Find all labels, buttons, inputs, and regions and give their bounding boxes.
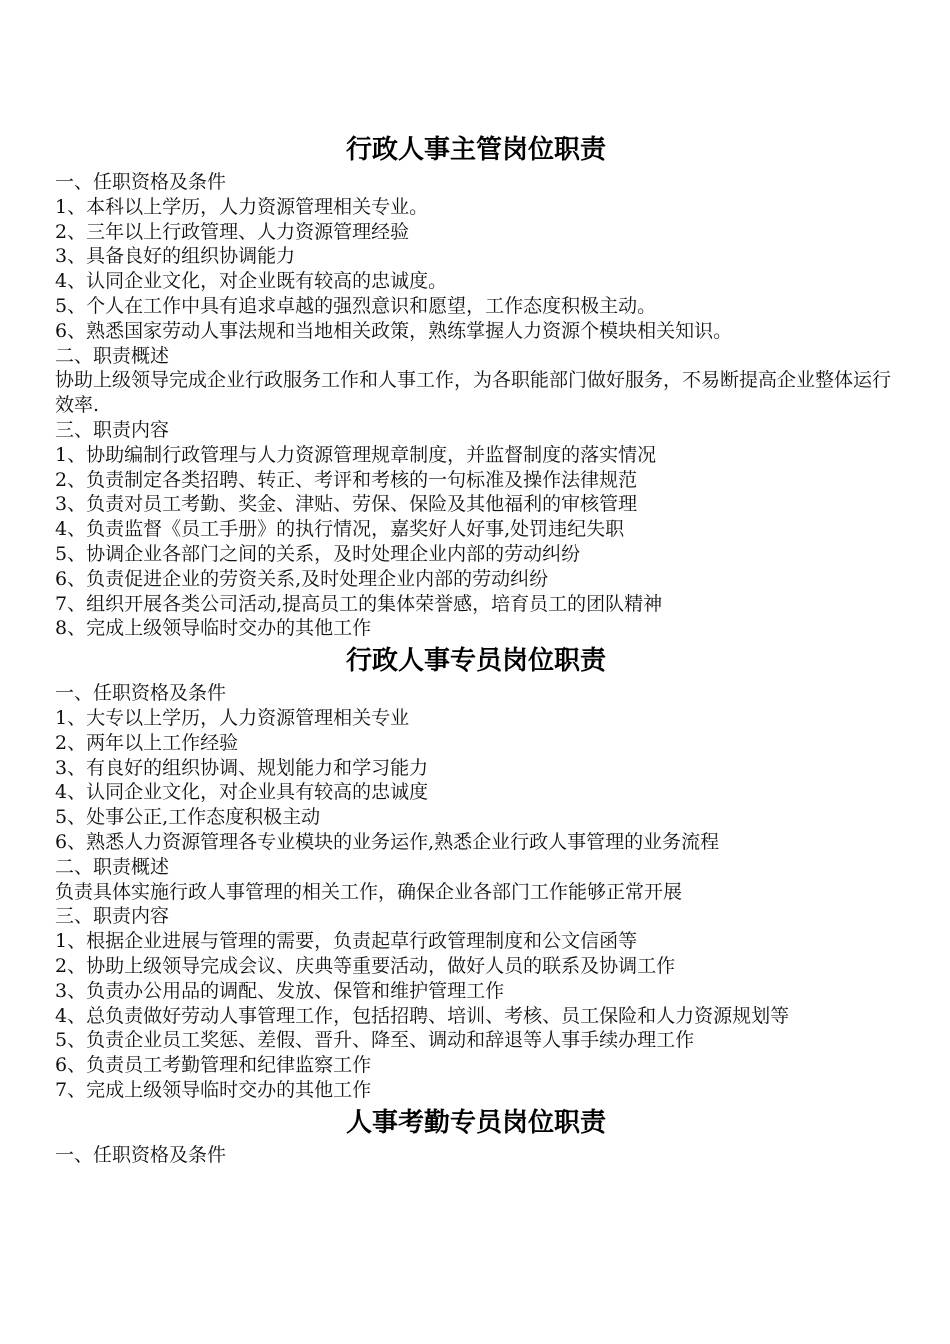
section-admin-hr-supervisor <box>55 130 897 641</box>
heading-duties: 三、职责内容 <box>55 905 170 928</box>
list-item: 7、完成上级领导临时交办的其他工作 <box>55 1078 372 1101</box>
list-item: 1、根据企业进展与管理的需要，负责起草行政管理制度和公文信函等 <box>55 930 638 953</box>
overview-paragraph: 负责具体实施行政人事管理的相关工作，确保企业各部门工作能够正常开展 <box>55 880 683 903</box>
overview-paragraph: 协助上级领导完成企业行政服务工作和人事工作，为各职能部门做好服务，不易断提高企业整体运行效率. <box>55 369 892 417</box>
section-title: 行政人事主管岗位职责 <box>345 135 606 165</box>
heading-overview: 二、职责概述 <box>55 344 170 367</box>
list-item: 4、认同企业文化，对企业既有较高的忠诚度。 <box>55 270 448 293</box>
heading-duties: 三、职责内容 <box>55 418 170 441</box>
list-item: 3、有良好的组织协调、规划能力和学习能力 <box>55 756 429 779</box>
list-item: 4、认同企业文化，对企业具有较高的忠诚度 <box>55 781 429 804</box>
list-item: 3、具备良好的组织协调能力 <box>55 245 296 268</box>
section-title: 人事考勤专员岗位职责 <box>345 1107 606 1138</box>
list-item: 6、负责促进企业的劳资关系,及时处理企业内部的劳动纠纷 <box>55 567 549 590</box>
list-item: 5、处事公正,工作态度积极主动 <box>55 806 321 829</box>
heading-qualifications: 一、任职资格及条件 <box>55 682 227 705</box>
list-item: 4、负责监督《员工手册》的执行情况，嘉奖好人好事,处罚违纪失职 <box>55 518 625 541</box>
list-item: 6、熟悉国家劳动人事法规和当地相关政策，熟练掌握人力资源个模块相关知识。 <box>55 319 733 342</box>
section-title: 行政人事专员岗位职责 <box>345 646 606 677</box>
section-admin-hr-specialist <box>55 641 897 1103</box>
list-item: 2、协助上级领导完成会议、庆典等重要活动，做好人员的联系及协调工作 <box>55 954 676 977</box>
list-item: 7、组织开展各类公司活动,提高员工的集体荣誉感，培育员工的团队精神 <box>55 592 663 615</box>
list-item: 2、两年以上工作经验 <box>55 731 239 754</box>
list-item: 1、大专以上学历，人力资源管理相关专业 <box>55 706 410 729</box>
heading-overview: 二、职责概述 <box>55 855 170 878</box>
list-item: 6、熟悉人力资源管理各专业模块的业务运作,熟悉企业行政人事管理的业务流程 <box>55 830 720 853</box>
list-item: 3、负责对员工考勤、奖金、津贴、劳保、保险及其他福利的审核管理 <box>55 493 638 516</box>
heading-qualifications: 一、任职资格及条件 <box>55 1143 227 1166</box>
list-item: 2、负责制定各类招聘、转正、考评和考核的一句标准及操作法律规范 <box>55 468 638 491</box>
list-item: 5、协调企业各部门之间的关系，及时处理企业内部的劳动纠纷 <box>55 542 581 565</box>
list-item: 4、总负责做好劳动人事管理工作，包括招聘、培训、考核、员工保险和人力资源规划等 <box>55 1004 790 1027</box>
list-item: 5、负责企业员工奖惩、差假、晋升、降至、调动和辞退等人事手续办理工作 <box>55 1029 695 1052</box>
document-body <box>55 130 897 1167</box>
list-item: 2、三年以上行政管理、人力资源管理经验 <box>55 220 410 243</box>
list-item: 5、个人在工作中具有追求卓越的强烈意识和愿望，工作态度积极主动。 <box>55 294 657 317</box>
list-item: 3、负责办公用品的调配、发放、保管和维护管理工作 <box>55 979 505 1002</box>
heading-qualifications: 一、任职资格及条件 <box>55 171 227 193</box>
list-item: 1、协助编制行政管理与人力资源管理规章制度，并监督制度的落实情况 <box>55 443 657 466</box>
list-item: 8、完成上级领导临时交办的其他工作 <box>55 617 372 640</box>
list-item: 6、负责员工考勤管理和纪律监察工作 <box>55 1054 372 1077</box>
list-item: 1、本科以上学历，人力资源管理相关专业。 <box>55 195 429 218</box>
section-hr-attendance-specialist <box>55 1103 897 1168</box>
